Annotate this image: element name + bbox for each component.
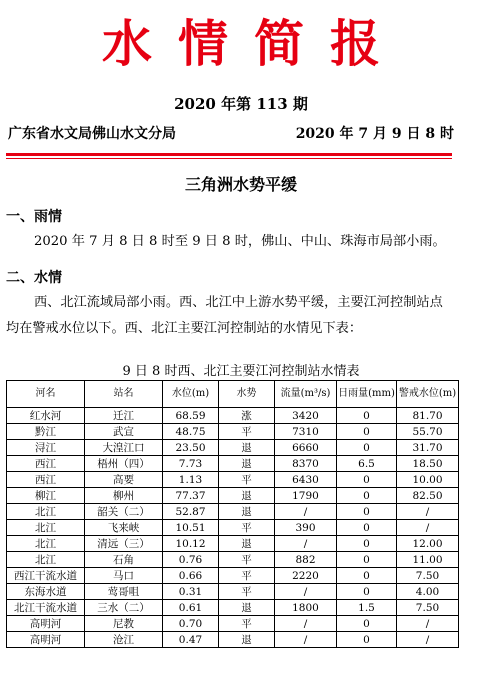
cell-daily-rain: 0	[337, 536, 397, 552]
cell-warning-level: 31.70	[397, 440, 459, 456]
cell-water-level: 77.37	[163, 488, 219, 504]
issue-datetime: 2020 年 7 月 9 日 8 时	[295, 126, 454, 142]
cell-flow: 2220	[275, 568, 337, 584]
cell-trend: 平	[219, 520, 275, 536]
cell-trend: 平	[219, 584, 275, 600]
cell-river: 红水河	[7, 408, 85, 424]
cell-trend: 退	[219, 488, 275, 504]
table-row	[7, 616, 459, 632]
cell-warning-level: 11.00	[397, 552, 459, 568]
cell-station: 大湟江口	[85, 440, 163, 456]
cell-flow: 390	[275, 520, 337, 536]
cell-station: 沧江	[85, 632, 163, 648]
section-paragraph-water: 西、北江流域局部小雨。西、北江中上游水势平缓，主要江河控制站点均在警戒水位以下。西、北江主要江河控制站的水情见下表：	[6, 295, 443, 336]
cell-flow: 6660	[275, 440, 337, 456]
cell-trend: 涨	[219, 408, 275, 424]
cell-river: 北江	[7, 504, 85, 520]
cell-daily-rain: 0	[337, 616, 397, 632]
col-header-flow: 流量(m³/s)	[275, 381, 337, 408]
col-header-warning-level: 警戒水位(m)	[397, 381, 459, 408]
issue-number: 2020 年第 113 期	[174, 95, 308, 113]
cell-flow: /	[275, 536, 337, 552]
table-row	[7, 568, 459, 584]
issuing-office: 广东省水文局佛山水文分局	[8, 126, 176, 142]
cell-warning-level: 18.50	[397, 456, 459, 472]
section-heading-rain: 一、雨情	[6, 209, 62, 225]
table-row	[7, 504, 459, 520]
cell-river: 高明河	[7, 632, 85, 648]
table-row	[7, 536, 459, 552]
table-row	[7, 488, 459, 504]
cell-warning-level: 4.00	[397, 584, 459, 600]
cell-daily-rain: 0	[337, 472, 397, 488]
cell-flow: 1800	[275, 600, 337, 616]
cell-trend: 退	[219, 536, 275, 552]
cell-warning-level: /	[397, 520, 459, 536]
cell-water-level: 0.70	[163, 616, 219, 632]
cell-daily-rain: 0	[337, 552, 397, 568]
cell-warning-level: /	[397, 504, 459, 520]
cell-station: 韶关（二）	[85, 504, 163, 520]
col-header-station: 站名	[85, 381, 163, 408]
cell-water-level: 48.75	[163, 424, 219, 440]
cell-river: 高明河	[7, 616, 85, 632]
cell-trend: 平	[219, 424, 275, 440]
cell-river: 北江	[7, 536, 85, 552]
cell-station: 高要	[85, 472, 163, 488]
col-header-trend: 水势	[219, 381, 275, 408]
table-row	[7, 520, 459, 536]
cell-station: 马口	[85, 568, 163, 584]
table-row	[7, 584, 459, 600]
cell-water-level: 52.87	[163, 504, 219, 520]
cell-warning-level: 7.50	[397, 568, 459, 584]
cell-trend: 退	[219, 504, 275, 520]
header-rule-thick	[6, 153, 452, 156]
cell-daily-rain: 1.5	[337, 600, 397, 616]
cell-river: 北江	[7, 552, 85, 568]
cell-water-level: 0.66	[163, 568, 219, 584]
cell-water-level: 0.47	[163, 632, 219, 648]
section-heading-water: 二、水情	[6, 270, 62, 286]
cell-water-level: 10.12	[163, 536, 219, 552]
table-row	[7, 552, 459, 568]
cell-water-level: 7.73	[163, 456, 219, 472]
cell-river: 柳江	[7, 488, 85, 504]
cell-trend: 平	[219, 552, 275, 568]
cell-station: 三水（二）	[85, 600, 163, 616]
water-condition-table	[6, 380, 459, 648]
cell-station: 莺哥咀	[85, 584, 163, 600]
cell-warning-level: 55.70	[397, 424, 459, 440]
section-paragraph-rain: 2020 年 7 月 8 日 8 时至 9 日 8 时，佛山、中山、珠海市局部小雨。	[34, 234, 446, 249]
cell-station: 飞来峡	[85, 520, 163, 536]
header-rule-thin	[6, 158, 452, 159]
cell-daily-rain: 0	[337, 488, 397, 504]
cell-daily-rain: 0	[337, 424, 397, 440]
cell-river: 西江	[7, 456, 85, 472]
cell-daily-rain: 0	[337, 520, 397, 536]
cell-water-level: 0.31	[163, 584, 219, 600]
cell-warning-level: 12.00	[397, 536, 459, 552]
cell-flow: 6430	[275, 472, 337, 488]
cell-station: 清远（三）	[85, 536, 163, 552]
cell-flow: /	[275, 584, 337, 600]
col-header-river: 河名	[7, 381, 85, 408]
cell-flow: /	[275, 632, 337, 648]
table-row	[7, 600, 459, 616]
table-row	[7, 408, 459, 424]
cell-daily-rain: 0	[337, 440, 397, 456]
cell-trend: 平	[219, 616, 275, 632]
cell-station: 尼教	[85, 616, 163, 632]
cell-warning-level: 10.00	[397, 472, 459, 488]
cell-flow: /	[275, 504, 337, 520]
cell-daily-rain: 0	[337, 408, 397, 424]
cell-river: 西江干流水道	[7, 568, 85, 584]
cell-flow: 882	[275, 552, 337, 568]
cell-warning-level: 81.70	[397, 408, 459, 424]
cell-flow: 1790	[275, 488, 337, 504]
cell-station: 武宣	[85, 424, 163, 440]
cell-trend: 退	[219, 440, 275, 456]
table-row	[7, 424, 459, 440]
cell-station: 梧州（四）	[85, 456, 163, 472]
cell-river: 北江	[7, 520, 85, 536]
col-header-water-level: 水位(m)	[163, 381, 219, 408]
table-caption: 9 日 8 时西、北江主要江河控制站水情表	[122, 364, 360, 379]
cell-station: 石角	[85, 552, 163, 568]
cell-water-level: 1.13	[163, 472, 219, 488]
table-row	[7, 456, 459, 472]
cell-warning-level: /	[397, 616, 459, 632]
cell-station: 迁江	[85, 408, 163, 424]
cell-warning-level: 82.50	[397, 488, 459, 504]
cell-water-level: 0.76	[163, 552, 219, 568]
table-row	[7, 472, 459, 488]
cell-trend: 退	[219, 632, 275, 648]
cell-river: 黔江	[7, 424, 85, 440]
headline: 三角洲水势平缓	[184, 175, 297, 194]
cell-river: 浔江	[7, 440, 85, 456]
cell-station: 柳州	[85, 488, 163, 504]
cell-flow: 7310	[275, 424, 337, 440]
cell-warning-level: 7.50	[397, 600, 459, 616]
cell-warning-level: /	[397, 632, 459, 648]
cell-river: 东海水道	[7, 584, 85, 600]
cell-daily-rain: 6.5	[337, 456, 397, 472]
cell-trend: 平	[219, 472, 275, 488]
cell-river: 西江	[7, 472, 85, 488]
table-row	[7, 440, 459, 456]
cell-water-level: 10.51	[163, 520, 219, 536]
cell-flow: /	[275, 616, 337, 632]
cell-daily-rain: 0	[337, 568, 397, 584]
cell-trend: 退	[219, 456, 275, 472]
masthead-title: 水情简报	[102, 14, 406, 73]
table-header-row	[7, 381, 459, 408]
cell-flow: 3420	[275, 408, 337, 424]
cell-river: 北江干流水道	[7, 600, 85, 616]
cell-trend: 退	[219, 600, 275, 616]
cell-daily-rain: 0	[337, 584, 397, 600]
cell-water-level: 23.50	[163, 440, 219, 456]
cell-trend: 平	[219, 568, 275, 584]
table-row	[7, 632, 459, 648]
cell-daily-rain: 0	[337, 504, 397, 520]
cell-water-level: 0.61	[163, 600, 219, 616]
cell-water-level: 68.59	[163, 408, 219, 424]
col-header-daily-rain: 日雨量(mm)	[337, 381, 397, 408]
cell-daily-rain: 0	[337, 632, 397, 648]
cell-flow: 8370	[275, 456, 337, 472]
